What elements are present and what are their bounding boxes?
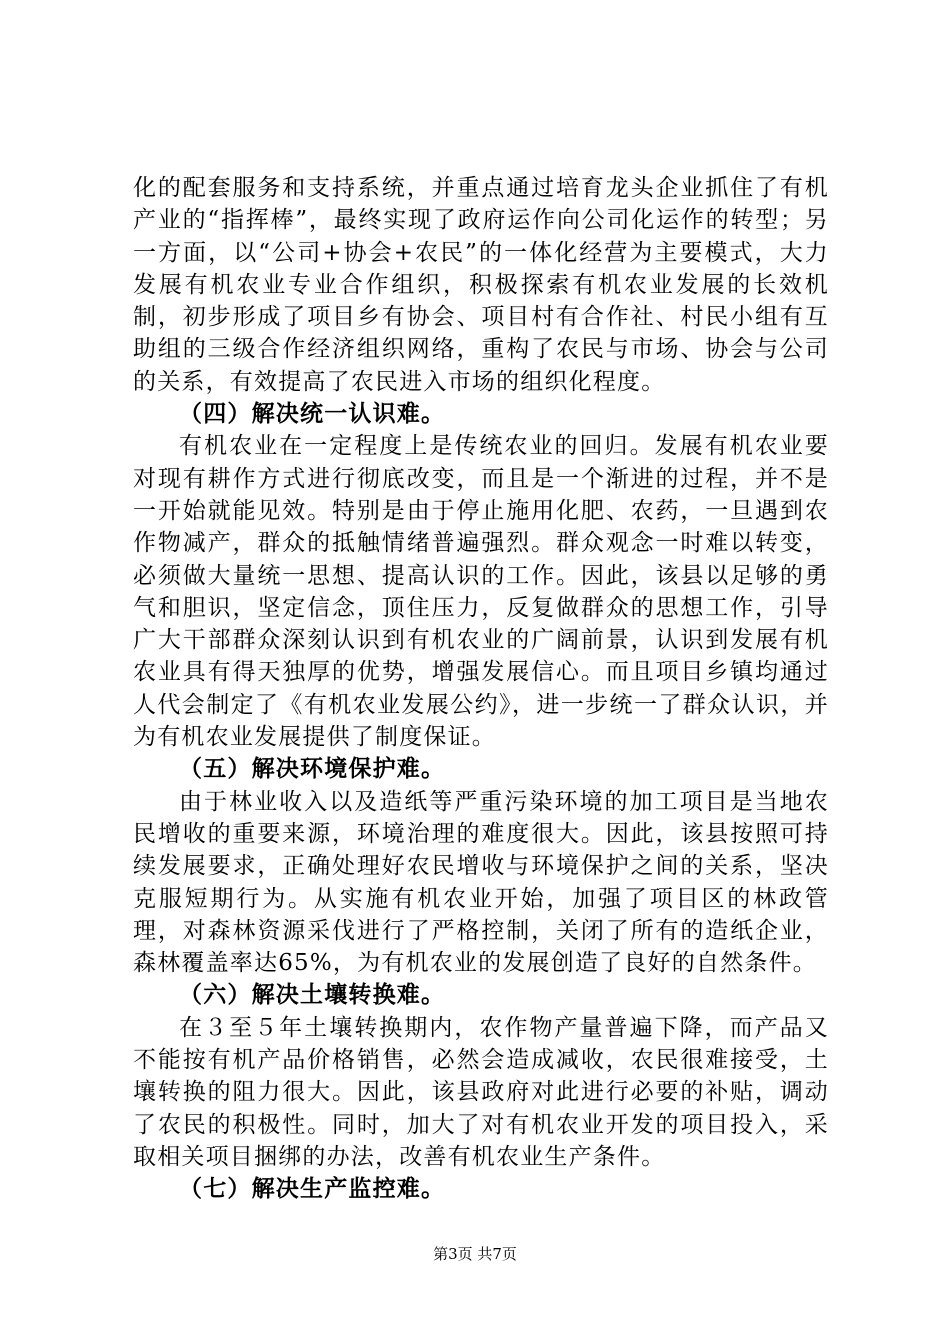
paragraph-soil-conversion: 在３至５年土壤转换期内，农作物产量普遍下降，而产品又不能按有机产品价格销售，必然会造成减收，农民很难接受，土壤转换的阻力很大。因此，该县政府对此进行必要的补贴，调动了农民的积极性。同时，加大了对有机农业开发的项目投入，采取相关项目捆绑的办法，改善有机农业生产条件。 [133,1014,829,1170]
paragraph-unified-understanding: 有机农业在一定程度上是传统农业的回归。发展有机农业要对现有耕作方式进行彻底改变，而且是一个渐进的过程，并不是一开始就能见效。特别是由于停止施用化肥、农药，一旦遇到农作物减产，群众的抵触情绪普遍强烈。群众观念一时难以转变，必须做大量统一思想、提高认识的工作。因此，该县以足够的勇气和胆识，坚定信念，顶住压力，反复做群众的思想工作，引导广大干部群众深刻认识到有机农业的广阔前景，认识到发展有机农业具有得天独厚的优势，增强发展信心。而且项目乡镇均通过人代会制定了《有机农业发展公约》，进一步统一了群众认识，并为有机农业发展提供了制度保证。 [133,433,829,751]
section-heading-7: （七）解决生产监控难。 [179,1175,446,1203]
section-heading-4: （四）解决统一认识难。 [179,400,446,428]
section-heading-6: （六）解决土壤转换难。 [179,981,446,1009]
section-heading-5: （五）解决环境保护难。 [179,755,446,783]
paragraph-environmental-protection: 由于林业收入以及造纸等严重污染环境的加工项目是当地农民增收的重要来源，环境治理的难度很大。因此，该县按照可持续发展要求，正确处理好农民增收与环境保护之间的关系，坚决克服短期行为。从实施有机农业开始，加强了项目区的林政管理，对森林资源采伐进行了严格控制，关闭了所有的造纸企业，森林覆盖率达65%，为有机农业的发展创造了良好的自然条件。 [133,788,829,977]
paragraph-continuation: 化的配套服务和支持系统，并重点通过培育龙头企业抓住了有机产业的“指挥棒”，最终实现了政府运作向公司化运作的转型；另一方面，以“公司+协会+农民”的一体化经营为主要模式，大力发展有机农业专业合作组织，积极探索有机农业发展的长效机制，初步形成了项目乡有协会、项目村有合作社、村民小组有互助组的三级合作经济组织网络，重构了农民与市场、协会与公司的关系，有效提高了农民进入市场的组织化程度。 [133,175,829,395]
document-body [133,172,829,1206]
page-footer: 第3页 共7页 [433,1245,517,1263]
